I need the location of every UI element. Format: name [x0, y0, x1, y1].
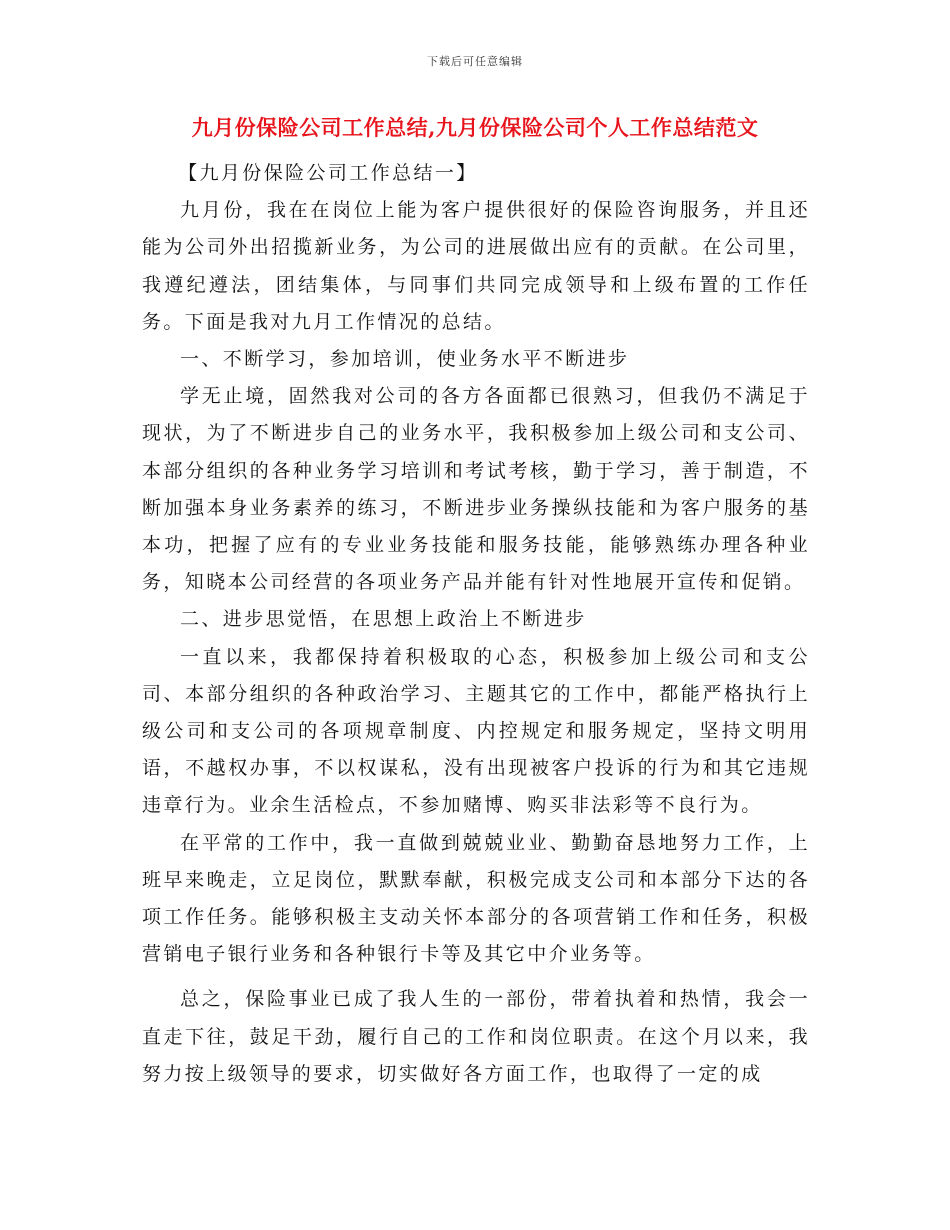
paragraph-ideology: 一直以来，我都保持着积极取的心态，积极参加上级公司和支公司、本部分组织的各种政治学习、主题其它的工作中，都能严格执行上级公司和支公司的各项规章制度、内控规定和服务规定，坚持文明用语，不越权办事，不以权谋私，没有出现被客户投诉的行为和其它违规违章行为。业余生活检点，不参加赌博、购买非法彩等不良行为。 [142, 645, 810, 817]
paragraph-daily-work: 在平常的工作中，我一直做到兢兢业业、勤勤奋恳地努力工作，上班早来晚走，立足岗位，默默奉献，积极完成支公司和本部分下达的各项工作任务。能够积极主支动关怀本部分的各项营销工作和任务，积极营销电子银行业务和各种银行卡等及其它中介业务等。 [142, 831, 810, 966]
section-heading-1: 【九月份保险公司工作总结一】 [178, 162, 478, 184]
paragraph-intro: 九月份，我在在岗位上能为客户提供很好的保险咨询服务，并且还能为公司外出招揽新业务，为公司的进展做出应有的贡献。在公司里，我遵纪遵法，团结集体，与同事们共同完成领导和上级布置的工作任务。下面是我对九月工作情况的总结。 [142, 199, 810, 333]
subheading-learning: 一、不断学习，参加培训，使业务水平不断进步 [180, 348, 630, 371]
document-title: 九月份保险公司工作总结,九月份保险公司个人工作总结范文 [191, 115, 759, 140]
subheading-ideology: 二、进步思觉悟，在思想上政治上不断进步 [180, 608, 587, 631]
document-body [142, 155, 810, 1093]
header-note: 下载后可任意编辑 [427, 55, 523, 68]
paragraph-learning: 学无止境，固然我对公司的各方各面都已很熟习，但我仍不满足于现状，为了不断进步自己的业务水平，我积极参加上级公司和支公司、本部分组织的各种业务学习培训和考试考核，勤于学习，善于制造，不断加强本身业务素养的练习，不断进步业务操纵技能和为客户服务的基本功，把握了应有的专业业务技能和服务技能，能够熟练办理各种业务，知晓本公司经营的各项业务产品并能有针对性地展开宣传和促销。 [142, 385, 810, 594]
paragraph-summary: 总之，保险事业已成了我人生的一部份，带着执着和热情，我会一直走下往，鼓足干劲，履行自己的工作和岗位职责。在这个月以来，我努力按上级领导的要求，切实做好各方面工作，也取得了一定的成 [142, 988, 810, 1085]
